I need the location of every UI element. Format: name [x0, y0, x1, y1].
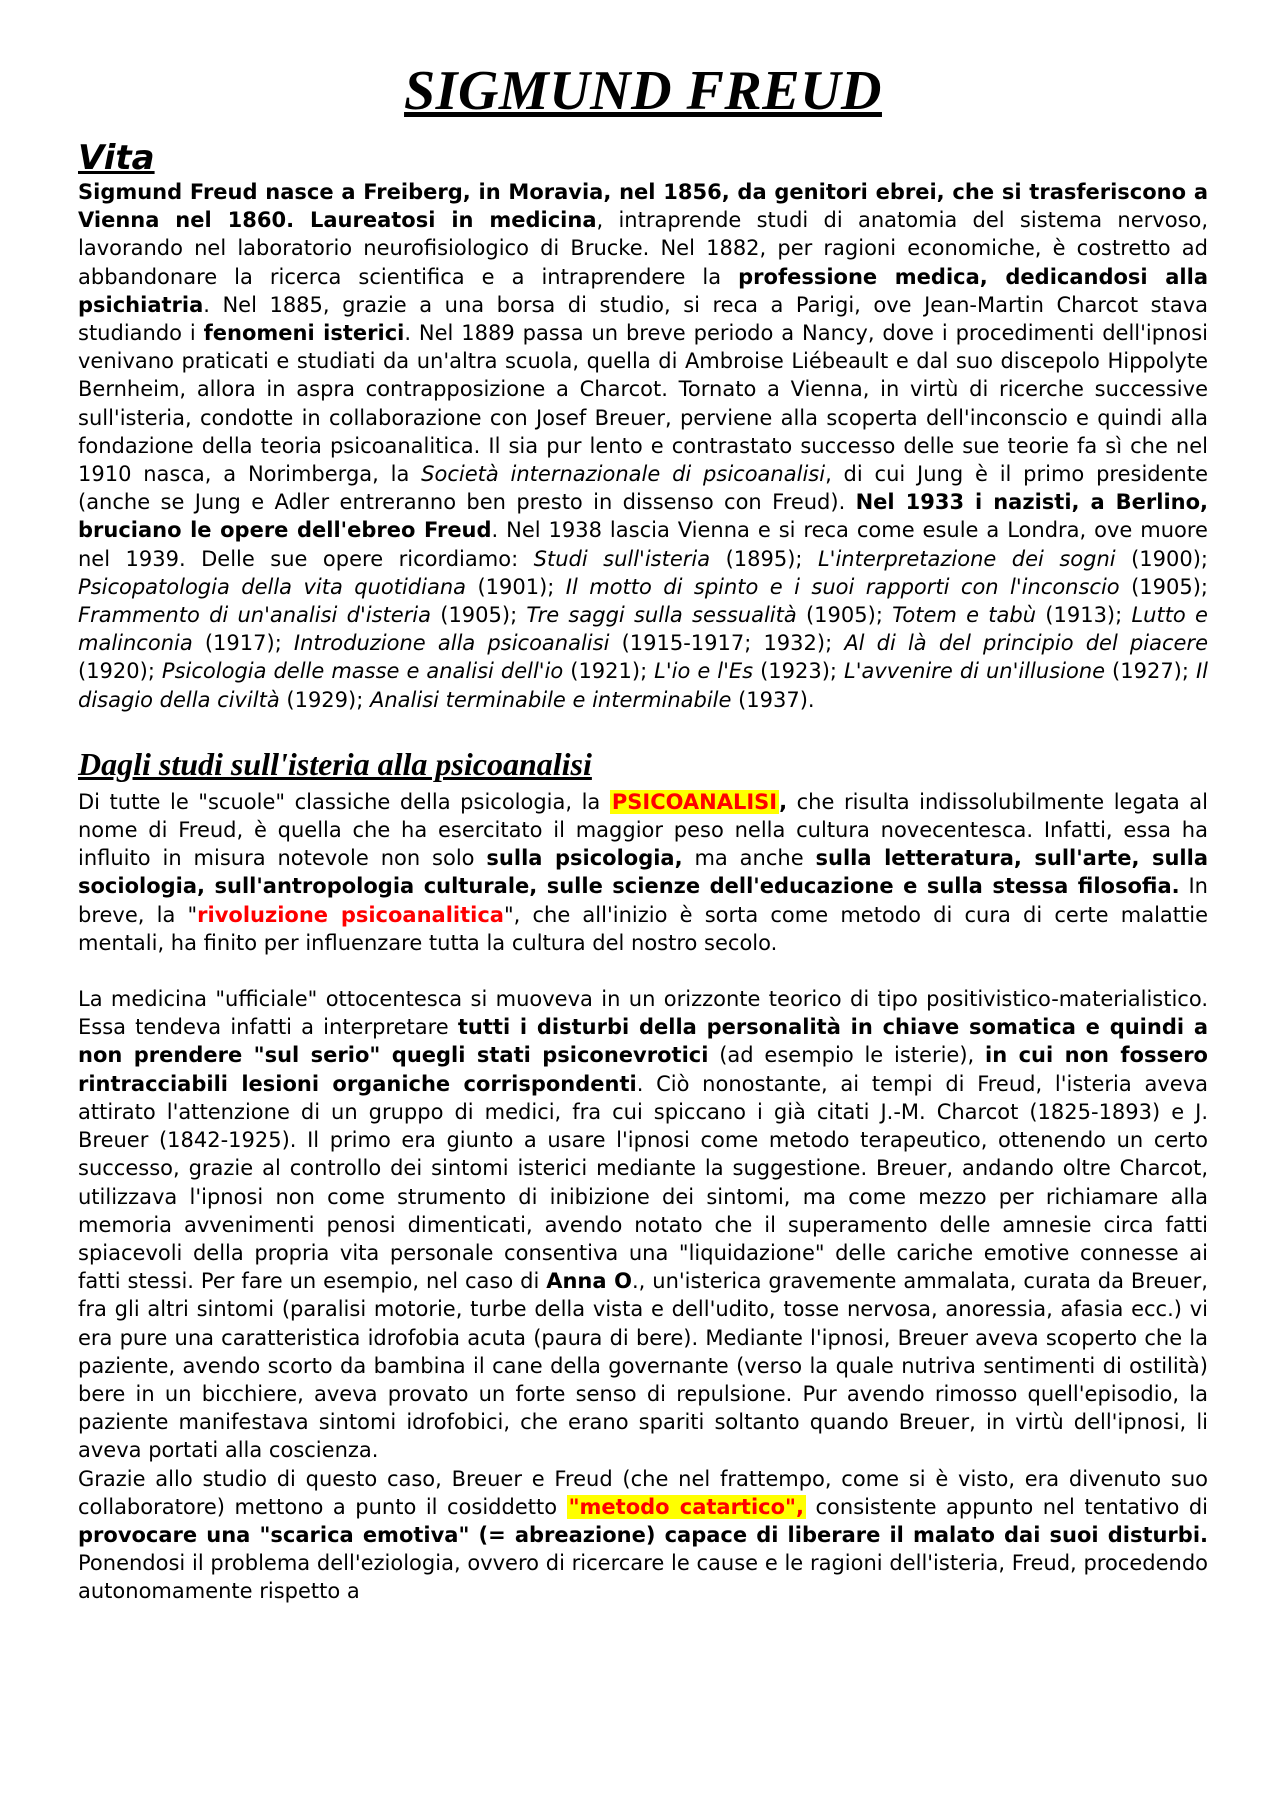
- body-text: , di cui Jung è il primo presidente (anche se Jung e Adler entreranno ben presto in dissenso con Freud).: [78, 462, 1208, 515]
- work-title: Psicopatologia della vita quotidiana: [78, 574, 467, 599]
- italic-text: Società internazionale di psicoanalisi: [421, 462, 826, 487]
- work-year: (1927);: [1105, 659, 1196, 684]
- work-title: Frammento di un'analisi d'isteria: [78, 603, 431, 628]
- work-year: (1917);: [192, 631, 294, 656]
- bold-text: sulla letteratura, sull'arte, sulla sociologia, sull'antropologia culturale, sulle scienze dell'educazione e sulla stessa filosofia.: [78, 846, 1208, 899]
- work-year: (1923);: [753, 659, 844, 684]
- body-text: consistente appunto nel tentativo di: [805, 1494, 1208, 1519]
- paragraph-studi-1: [78, 788, 1208, 957]
- bold-text: Sigmund Freud nasce a Freiberg, in Moravia, nel 1856, da genitori ebrei, che si trasferiscono a Vienna nel 1860. Laureatosi in medicina: [78, 180, 1208, 233]
- body-text: Di tutte le "scuole" classiche della psicologia, la: [78, 789, 610, 814]
- bold-text: in cui non fossero rintracciabili lesioni organiche corrispondenti: [78, 1043, 1208, 1096]
- paragraph-vita: [78, 178, 1208, 714]
- bold-text: Anna O: [546, 1269, 632, 1294]
- bold-text: fenomeni isterici: [203, 321, 405, 346]
- work-title: Analisi terminabile e interminabile: [369, 687, 732, 712]
- work-year: (1929);: [279, 687, 370, 712]
- work-title: Il motto di spinto e i suoi rapporti con l'inconscio: [565, 574, 1120, 599]
- highlight-psicoanalisi: PSICOANALISI: [611, 789, 778, 814]
- work-year: (1913);: [1036, 603, 1132, 628]
- section-studi: [78, 744, 1208, 1606]
- body-text: , intraprende studi di anatomia del sistema nervoso, lavorando nel laboratorio neurofisiologico di Brucke. Nel 1882, per ragioni economiche, è costretto ad abbandonare la ricerca scientifica e a intraprendere la: [78, 208, 1209, 289]
- work-year: (1905);: [431, 603, 527, 628]
- body-text: ma anche: [682, 846, 816, 871]
- work-year: (1900);: [1115, 546, 1208, 571]
- work-year: (1895);: [710, 546, 818, 571]
- body-text: In breve, la ": [78, 874, 1208, 927]
- work-title: Lutto e malinconia: [78, 603, 1208, 656]
- work-year: (1920);: [78, 659, 162, 684]
- section-vita: [78, 138, 1208, 714]
- body-text: . Nel 1885, grazie a una borsa di studio, si reca a Parigi, ove Jean-Martin Charcot stava studiando i: [78, 292, 1208, 346]
- work-title: Psicologia delle masse e analisi dell'io: [161, 659, 564, 684]
- bold-text: provocare una "scarica emotiva" (= abreazione) capace di liberare il malato dai suoi disturbi.: [78, 1522, 1208, 1547]
- paragraph-studi-3: [78, 1465, 1208, 1606]
- red-rivoluzione-psicoanalitica: rivoluzione psicoanalitica: [197, 902, 504, 927]
- work-year: (1937).: [731, 687, 815, 712]
- highlight-metodo-catartico: "metodo catartico",: [568, 1494, 804, 1519]
- work-title: L'avvenire di un'illusione: [844, 659, 1106, 684]
- body-text: . Nel 1889 passa un breve periodo a Nancy, dove i procedimenti dell'ipnosi venivano praticati e studiati da un'altra scuola, quella di Ambroise Liébeault e dal suo discepolo Hippolyte Bernheim, allora in aspra contrapposizione a Charcot. Tornato a Vienna, in virtù di ricerche successive sull'isteria, condotte in collaborazione con Josef Breuer, perviene alla scoperta dell'inconscio e quindi alla fondazione della teoria psicoanalitica. Il sia pur lento e contrastato successo delle sue teorie fa sì che nel 1910 nasca, a Norimberga, la: [78, 321, 1208, 487]
- paragraph-studi-2: [78, 985, 1208, 1464]
- body-text: . Nel 1938 lascia Vienna e si reca come esule a Londra, ove muore nel 1939. Delle sue opere ricordiamo:: [78, 518, 1208, 571]
- bold-text: professione medica, dedicandosi alla psichiatria: [78, 264, 1208, 317]
- work-title: Il disagio della civiltà: [78, 659, 1208, 712]
- body-text: La medicina "ufficiale" ottocentesca si muoveva in un orizzonte teorico di tipo positivistico-materialistico. Essa tendeva infatti a interpretare: [78, 987, 1208, 1040]
- section-heading-vita: Vita: [78, 138, 155, 178]
- work-year: (1905);: [1119, 574, 1208, 599]
- work-title: L'interpretazione dei sogni: [817, 546, 1116, 571]
- bold-text: sulla psicologia,: [486, 846, 683, 871]
- body-text: . Ciò nonostante, ai tempi di Freud, l'isteria aveva attirato l'attenzione di un gruppo di medici, fra cui spiccano i già citati J.-M. Charcot (1825-1893) e J. Breuer (1842-1925). Il primo era giunto a usare l'ipnosi come metodo terapeutico, ottenendo un certo successo, grazie al controllo dei sintomi isterici mediante la suggestione. Breuer, andando oltre Charcot, utilizzava l'ipnosi non come strumento di inibizione dei sintomi, ma come mezzo per richiamare alla memoria avvenimenti penosi dimenticati, avendo notato che il superamento delle amnesie circa fatti spiacevoli della propria vita personale consentiva una "liquidazione" delle cariche emotive connesse ai fatti stessi. Per fare un esempio, nel caso di: [78, 1071, 1208, 1294]
- document-title: SIGMUND FREUD: [404, 60, 882, 122]
- work-title: L'io e l'Es: [654, 659, 754, 684]
- section-heading-studi: Dagli studi sull'isteria alla psicoanalisi: [78, 745, 592, 782]
- work-year: (1915-1917; 1932);: [609, 631, 845, 656]
- document-page: [78, 56, 1208, 1606]
- work-title: Al di là del principio del piacere: [844, 631, 1208, 656]
- body-text: (ad esempio le isterie),: [708, 1043, 986, 1068]
- body-text: Grazie allo studio di questo caso, Breuer e Freud (che nel frattempo, come si è visto, era divenuto suo collaboratore) mettono a punto il cosiddetto: [78, 1466, 1208, 1519]
- work-title: Totem e tabù: [892, 603, 1037, 628]
- body-text: che risulta indissolubilmente legata al nome di Freud, è quella che ha esercitato il maggior peso nella cultura novecentesca. Infatti, essa ha influito in misura notevole non solo: [78, 789, 1209, 871]
- bold-text: ,: [779, 789, 788, 814]
- work-year: (1901);: [466, 574, 566, 599]
- bold-text: tutti i disturbi della personalità in chiave somatica e quindi a non prendere "sul serio" quegli stati psiconevrotici: [78, 1015, 1209, 1068]
- work-title: Introduzione alla psicoanalisi: [293, 631, 610, 656]
- body-text: ., un'isterica gravemente ammalata, curata da Breuer, fra gli altri sintomi (paralisi motorie, turbe della vista e dell'udito, tosse nervosa, anoressia, afasia ecc.) vi era pure una caratteristica idrofobia acuta (paura di bere). Mediante l'ipnosi, Breuer aveva scoperto che la paziente, avendo scorto da bambina il cane della governante (verso la quale nutriva sentimenti di ostilità) bere in un bicchiere, aveva provato un forte senso di repulsione. Pur avendo rimosso quell'episodio, la paziente manifestava sintomi idrofobici, che erano spariti soltanto quando Breuer, in virtù dell'ipnosi, li aveva portati alla coscienza.: [78, 1269, 1208, 1463]
- work-year: (1921);: [563, 659, 655, 684]
- body-text: ", che all'inizio è sorta come metodo di cura di certe malattie mentali, ha finito per influenzare tutta la cultura del nostro secolo.: [78, 902, 1208, 955]
- work-year: (1905);: [796, 603, 893, 628]
- body-text: Ponendosi il problema dell'eziologia, ovvero di ricercare le cause e le ragioni dell'isteria, Freud, procedendo autonomamente rispetto a: [78, 1551, 1208, 1604]
- bold-text: Nel 1933 i nazisti, a Berlino, bruciano le opere dell'ebreo Freud: [78, 490, 1208, 543]
- work-title: Tre saggi sulla sessualità: [526, 603, 797, 628]
- work-title: Studi sull'isteria: [533, 546, 711, 571]
